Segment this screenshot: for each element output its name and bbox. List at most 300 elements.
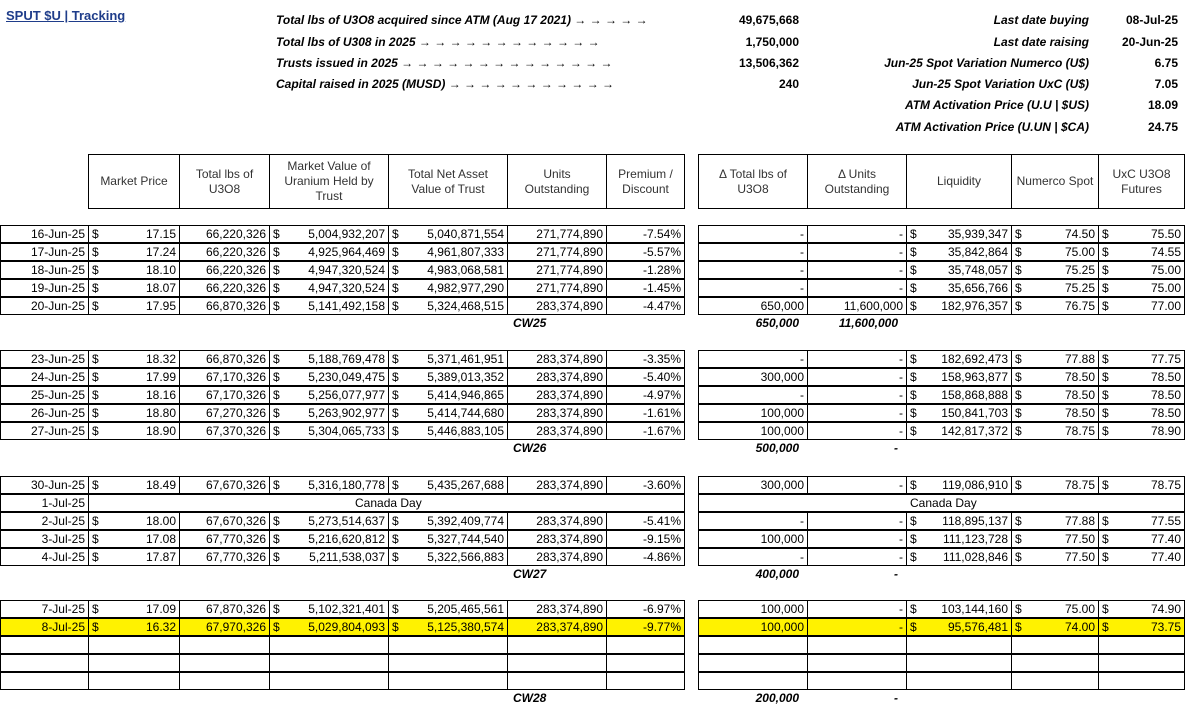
cell-num	[1011, 261, 1098, 279]
cell-value: 150,841,703	[941, 406, 1008, 420]
cell-value: 78.50	[1064, 388, 1095, 402]
currency-symbol: $	[1015, 620, 1022, 634]
table-row	[0, 476, 1199, 494]
currency-symbol: $	[92, 263, 99, 277]
cell-value: -	[899, 406, 903, 420]
cell-units	[507, 368, 606, 386]
cell-nav	[388, 368, 507, 386]
currency-symbol: $	[910, 620, 917, 634]
cell-value: 4,982,977,290	[427, 281, 504, 295]
table-row	[0, 672, 1199, 690]
cell-value: 119,086,910	[942, 478, 1008, 492]
cell-units	[507, 404, 606, 422]
currency-symbol: $	[910, 532, 917, 546]
cell-dlbs	[698, 672, 807, 690]
cell-prem	[606, 636, 685, 654]
cell-value: 77.75	[1150, 352, 1181, 366]
currency-symbol: $	[273, 550, 280, 564]
cell-dunits	[807, 530, 906, 548]
cell-value: -	[899, 514, 903, 528]
cell-num	[1011, 386, 1098, 404]
cell-value: 67,370,326	[205, 424, 266, 438]
cell-units	[507, 512, 606, 530]
cell-num	[1011, 548, 1098, 566]
table-row	[0, 494, 1199, 512]
cell-prem	[606, 654, 685, 672]
cell-liq	[906, 368, 1011, 386]
cell-date	[0, 404, 88, 422]
cell-value: 7-Jul-25	[41, 602, 85, 616]
cell-mv	[269, 548, 388, 566]
cell-mv	[269, 279, 388, 297]
header-numerco: Numerco Spot	[1011, 154, 1099, 209]
cell-value: 78.50	[1150, 370, 1181, 384]
cell-value: 17-Jun-25	[30, 245, 85, 259]
cell-dunits	[807, 636, 906, 654]
cell-prem	[606, 243, 685, 261]
cell-dlbs	[698, 386, 807, 404]
cell-value: -	[899, 532, 903, 546]
cell-value: -5.40%	[642, 370, 681, 384]
cell-value: 283,374,890	[536, 424, 603, 438]
cell-value: 17.09	[145, 602, 176, 616]
cell-dlbs	[698, 225, 807, 243]
cell-value: 77.88	[1064, 514, 1095, 528]
currency-symbol: $	[92, 620, 99, 634]
table-row	[0, 404, 1199, 422]
cell-value: 5,004,932,207	[308, 227, 385, 241]
cell-uxc	[1098, 261, 1185, 279]
cell-value: 66,220,326	[205, 227, 266, 241]
summary-label: Trusts issued in 2025 → → → → → → → → → → → → → →	[276, 56, 613, 70]
currency-symbol: $	[1102, 550, 1109, 564]
cell-nav	[388, 404, 507, 422]
cell-price	[88, 225, 179, 243]
cell-num	[1011, 225, 1098, 243]
cell-value: 100,000	[760, 424, 804, 438]
cell-value: -	[800, 227, 804, 241]
week-units: -	[894, 441, 898, 455]
cell-price	[88, 548, 179, 566]
cell-value: 17.99	[145, 370, 176, 384]
cell-value: 78.75	[1064, 478, 1095, 492]
cell-dlbs	[698, 297, 807, 315]
cell-dlbs	[698, 654, 807, 672]
cell-value: 77.50	[1064, 550, 1095, 564]
cell-value: 158,868,888	[941, 388, 1008, 402]
currency-symbol: $	[273, 263, 280, 277]
currency-symbol: $	[1015, 532, 1022, 546]
cell-uxc	[1098, 404, 1185, 422]
cell-liq	[906, 600, 1011, 618]
cell-units	[507, 279, 606, 297]
cell-value: 5,230,049,475	[308, 370, 385, 384]
cell-prem	[606, 261, 685, 279]
page-title[interactable]: SPUT $U | Tracking	[6, 8, 126, 23]
cell-prem	[606, 530, 685, 548]
cell-units	[507, 636, 606, 654]
cell-price	[88, 672, 179, 690]
cell-units	[507, 548, 606, 566]
cell-value: 18.32	[145, 352, 176, 366]
table-row	[0, 512, 1199, 530]
cell-nav	[388, 225, 507, 243]
cell-value: 75.00	[1064, 245, 1095, 259]
cell-value: 75.00	[1064, 602, 1095, 616]
cell-lbs	[179, 368, 269, 386]
currency-symbol: $	[92, 388, 99, 402]
currency-symbol: $	[392, 514, 399, 528]
cell-price	[88, 494, 179, 512]
currency-symbol: $	[1015, 263, 1022, 277]
cell-mv	[269, 243, 388, 261]
cell-num	[1011, 368, 1098, 386]
cell-value: 18-Jun-25	[30, 263, 85, 277]
cell-date	[0, 368, 88, 386]
cell-lbs	[179, 600, 269, 618]
currency-symbol: $	[1015, 352, 1022, 366]
week-units: -	[894, 691, 898, 705]
cell-mv	[269, 404, 388, 422]
right-summary-label: Last date buying	[993, 13, 1089, 27]
currency-symbol: $	[1102, 532, 1109, 546]
cell-value: 78.75	[1064, 424, 1095, 438]
cell-value: 78.50	[1064, 406, 1095, 420]
cell-lbs	[179, 243, 269, 261]
cell-num	[1011, 279, 1098, 297]
cell-dunits	[807, 548, 906, 566]
cell-value: 67,270,326	[205, 406, 266, 420]
cell-date	[0, 243, 88, 261]
cell-value: -	[899, 227, 903, 241]
cell-value: 158,963,877	[941, 370, 1008, 384]
cell-dlbs	[698, 476, 807, 494]
cell-dunits	[807, 618, 906, 636]
cell-prem	[606, 618, 685, 636]
cell-mv	[269, 654, 388, 672]
cell-value: 35,748,057	[947, 263, 1008, 277]
cell-value: -	[899, 370, 903, 384]
cell-value: 5,322,566,883	[427, 550, 504, 564]
currency-symbol: $	[273, 370, 280, 384]
cell-value: -5.41%	[642, 514, 681, 528]
cell-date	[0, 548, 88, 566]
cell-nav	[388, 476, 507, 494]
cell-mv	[269, 512, 388, 530]
currency-symbol: $	[392, 370, 399, 384]
week-lbs: 400,000	[755, 567, 799, 581]
cell-prem	[606, 672, 685, 690]
currency-symbol: $	[1102, 388, 1109, 402]
cell-lbs	[179, 512, 269, 530]
cell-prem	[606, 494, 685, 512]
cell-prem	[606, 225, 685, 243]
cell-prem	[606, 476, 685, 494]
cell-num	[1011, 243, 1098, 261]
cell-lbs	[179, 476, 269, 494]
cell-date	[0, 512, 88, 530]
cell-value: 17.95	[145, 299, 176, 313]
cell-mv	[269, 368, 388, 386]
currency-symbol: $	[1102, 263, 1109, 277]
cell-uxc	[1098, 654, 1185, 672]
cell-lbs	[179, 350, 269, 368]
cell-value: 74.90	[1150, 602, 1181, 616]
cell-value: 4,925,964,469	[308, 245, 385, 259]
cell-value: 78.90	[1150, 424, 1181, 438]
cell-dunits	[807, 476, 906, 494]
cell-value: 5,273,514,637	[308, 514, 385, 528]
cell-lbs	[179, 279, 269, 297]
currency-symbol: $	[392, 388, 399, 402]
cell-value: 67,870,326	[205, 602, 266, 616]
cell-units	[507, 654, 606, 672]
cell-dunits	[807, 297, 906, 315]
cell-units	[507, 297, 606, 315]
currency-symbol: $	[910, 550, 917, 564]
right-summary-value: 7.05	[1154, 77, 1178, 91]
cell-value: 66,220,326	[205, 281, 266, 295]
cell-value: -1.28%	[642, 263, 681, 277]
cell-dlbs	[698, 368, 807, 386]
cell-prem	[606, 279, 685, 297]
cell-value: 67,770,326	[205, 532, 266, 546]
cell-date	[0, 225, 88, 243]
cell-value: -	[899, 550, 903, 564]
holiday-label: Canada Day	[355, 496, 422, 510]
cell-value: -	[899, 620, 903, 634]
cell-lbs	[179, 422, 269, 440]
table-row	[0, 548, 1199, 566]
cell-value: -	[800, 514, 804, 528]
cell-liq	[906, 297, 1011, 315]
cell-value: 20-Jun-25	[30, 299, 85, 313]
cell-num	[1011, 654, 1098, 672]
cell-price	[88, 618, 179, 636]
cell-value: -	[899, 424, 903, 438]
cell-value: 77.50	[1064, 532, 1095, 546]
cell-value: 283,374,890	[536, 478, 603, 492]
cell-units	[507, 350, 606, 368]
cell-value: 5,304,065,733	[308, 424, 385, 438]
currency-symbol: $	[1102, 478, 1109, 492]
cell-units	[507, 530, 606, 548]
cell-mv	[269, 476, 388, 494]
summary-label: Capital raised in 2025 (MUSD) → → → → → → → → → → →	[276, 77, 615, 91]
cell-units	[507, 386, 606, 404]
cell-prem	[606, 548, 685, 566]
header-delta-units: Δ Units Outstanding	[807, 154, 907, 209]
cell-prem	[606, 512, 685, 530]
currency-symbol: $	[92, 245, 99, 259]
cell-value: 25-Jun-25	[30, 388, 85, 402]
table-row	[0, 422, 1199, 440]
cell-num	[1011, 600, 1098, 618]
cell-value: 78.50	[1150, 388, 1181, 402]
cell-dlbs	[698, 494, 807, 512]
cell-value: 75.00	[1150, 263, 1181, 277]
currency-symbol: $	[1102, 227, 1109, 241]
cell-value: 16.32	[145, 620, 176, 634]
cell-value: 283,374,890	[536, 550, 603, 564]
currency-symbol: $	[392, 478, 399, 492]
cell-value: 5,256,077,977	[308, 388, 385, 402]
currency-symbol: $	[392, 263, 399, 277]
cell-value: 24-Jun-25	[30, 370, 85, 384]
cell-dlbs	[698, 261, 807, 279]
week-units: 11,600,000	[838, 316, 898, 330]
currency-symbol: $	[1102, 514, 1109, 528]
cell-prem	[606, 600, 685, 618]
cell-uxc	[1098, 636, 1185, 654]
cell-value: 5,446,883,105	[427, 424, 504, 438]
currency-symbol: $	[1102, 370, 1109, 384]
currency-symbol: $	[273, 478, 280, 492]
header-market-value: Market Value of Uranium Held by Trust	[269, 154, 389, 209]
cell-mv	[269, 350, 388, 368]
cell-value: 67,670,326	[205, 478, 266, 492]
currency-symbol: $	[92, 227, 99, 241]
right-summary-label: ATM Activation Price (U.UN | $CA)	[895, 120, 1089, 134]
currency-symbol: $	[1015, 478, 1022, 492]
cell-dunits	[807, 404, 906, 422]
cell-dlbs	[698, 279, 807, 297]
cell-liq	[906, 225, 1011, 243]
cell-value: -4.47%	[642, 299, 681, 313]
cell-mv	[269, 297, 388, 315]
currency-symbol: $	[273, 227, 280, 241]
cell-uxc	[1098, 422, 1185, 440]
cell-value: 283,374,890	[536, 370, 603, 384]
cell-date	[0, 494, 88, 512]
currency-symbol: $	[1015, 299, 1022, 313]
cell-dunits	[807, 600, 906, 618]
cell-dlbs	[698, 404, 807, 422]
right-summary-label: Jun-25 Spot Variation Numerco (U$)	[884, 56, 1089, 70]
cell-dlbs	[698, 636, 807, 654]
cell-liq	[906, 350, 1011, 368]
week-lbs: 200,000	[755, 691, 799, 705]
currency-symbol: $	[910, 245, 917, 259]
currency-symbol: $	[392, 299, 399, 313]
cell-dlbs	[698, 618, 807, 636]
cell-value: 5,327,744,540	[427, 532, 504, 546]
cell-nav	[388, 654, 507, 672]
cell-value: 5,371,461,951	[427, 352, 504, 366]
cell-value: 66,870,326	[205, 352, 266, 366]
cell-uxc	[1098, 279, 1185, 297]
week-units: -	[894, 567, 898, 581]
cell-uxc	[1098, 225, 1185, 243]
table-row	[0, 618, 1199, 636]
currency-symbol: $	[392, 424, 399, 438]
cell-value: 75.25	[1064, 281, 1095, 295]
right-summary-value: 6.75	[1154, 56, 1178, 70]
header-premium: Premium / Discount	[606, 154, 685, 209]
right-summary-value: 20-Jun-25	[1121, 35, 1178, 49]
cell-nav	[388, 636, 507, 654]
currency-symbol: $	[910, 602, 917, 616]
cell-value: -1.67%	[642, 424, 681, 438]
cell-dlbs	[698, 512, 807, 530]
cell-num	[1011, 297, 1098, 315]
cell-value: 111,123,728	[943, 532, 1008, 546]
cell-value: 78.50	[1150, 406, 1181, 420]
cell-value: -	[899, 245, 903, 259]
cell-nav	[388, 530, 507, 548]
currency-symbol: $	[273, 245, 280, 259]
cell-value: 95,576,481	[947, 620, 1008, 634]
currency-symbol: $	[1102, 299, 1109, 313]
header-delta-lbs: Δ Total lbs of U3O8	[698, 154, 808, 209]
cell-uxc	[1098, 672, 1185, 690]
cell-value: 16-Jun-25	[30, 227, 85, 241]
cell-num	[1011, 530, 1098, 548]
currency-symbol: $	[910, 227, 917, 241]
cell-liq	[906, 404, 1011, 422]
cell-price	[88, 279, 179, 297]
week-label: CW27	[513, 567, 547, 581]
header-units: Units Outstanding	[507, 154, 607, 209]
right-summary-value: 18.09	[1147, 98, 1178, 112]
currency-symbol: $	[92, 532, 99, 546]
currency-symbol: $	[1015, 424, 1022, 438]
cell-value: 5,392,409,774	[427, 514, 504, 528]
cell-date	[0, 386, 88, 404]
table-row	[0, 261, 1199, 279]
currency-symbol: $	[910, 263, 917, 277]
cell-value: 271,774,890	[536, 263, 603, 277]
cell-value: 27-Jun-25	[30, 424, 85, 438]
cell-value: 74.50	[1064, 227, 1095, 241]
cell-value: -5.57%	[642, 245, 681, 259]
cell-value: 3-Jul-25	[41, 532, 85, 546]
cell-value: 67,670,326	[205, 514, 266, 528]
cell-num	[1011, 422, 1098, 440]
summary-label: Total lbs of U3O8 acquired since ATM (Aug 17 2021) → → → → →	[276, 13, 648, 27]
cell-price	[88, 297, 179, 315]
cell-price	[88, 404, 179, 422]
cell-uxc	[1098, 494, 1185, 512]
currency-symbol: $	[910, 514, 917, 528]
cell-value: -	[899, 263, 903, 277]
cell-liq	[906, 548, 1011, 566]
cell-value: -	[899, 602, 903, 616]
cell-dunits	[807, 350, 906, 368]
cell-value: 77.00	[1150, 299, 1181, 313]
cell-date	[0, 600, 88, 618]
currency-symbol: $	[273, 352, 280, 366]
cell-nav	[388, 350, 507, 368]
cell-mv	[269, 530, 388, 548]
currency-symbol: $	[910, 281, 917, 295]
cell-liq	[906, 654, 1011, 672]
cell-value: -9.15%	[642, 532, 681, 546]
cell-value: 5,435,267,688	[427, 478, 504, 492]
cell-value: 17.87	[145, 550, 176, 564]
cell-value: 283,374,890	[536, 532, 603, 546]
cell-value: 650,000	[760, 299, 804, 313]
cell-liq	[906, 512, 1011, 530]
cell-liq	[906, 672, 1011, 690]
cell-lbs	[179, 636, 269, 654]
cell-units	[507, 422, 606, 440]
cell-value: 5,389,013,352	[427, 370, 504, 384]
currency-symbol: $	[1102, 352, 1109, 366]
summary-value: 240	[778, 77, 799, 91]
cell-liq	[906, 476, 1011, 494]
cell-value: 5,211,538,037	[309, 550, 385, 564]
